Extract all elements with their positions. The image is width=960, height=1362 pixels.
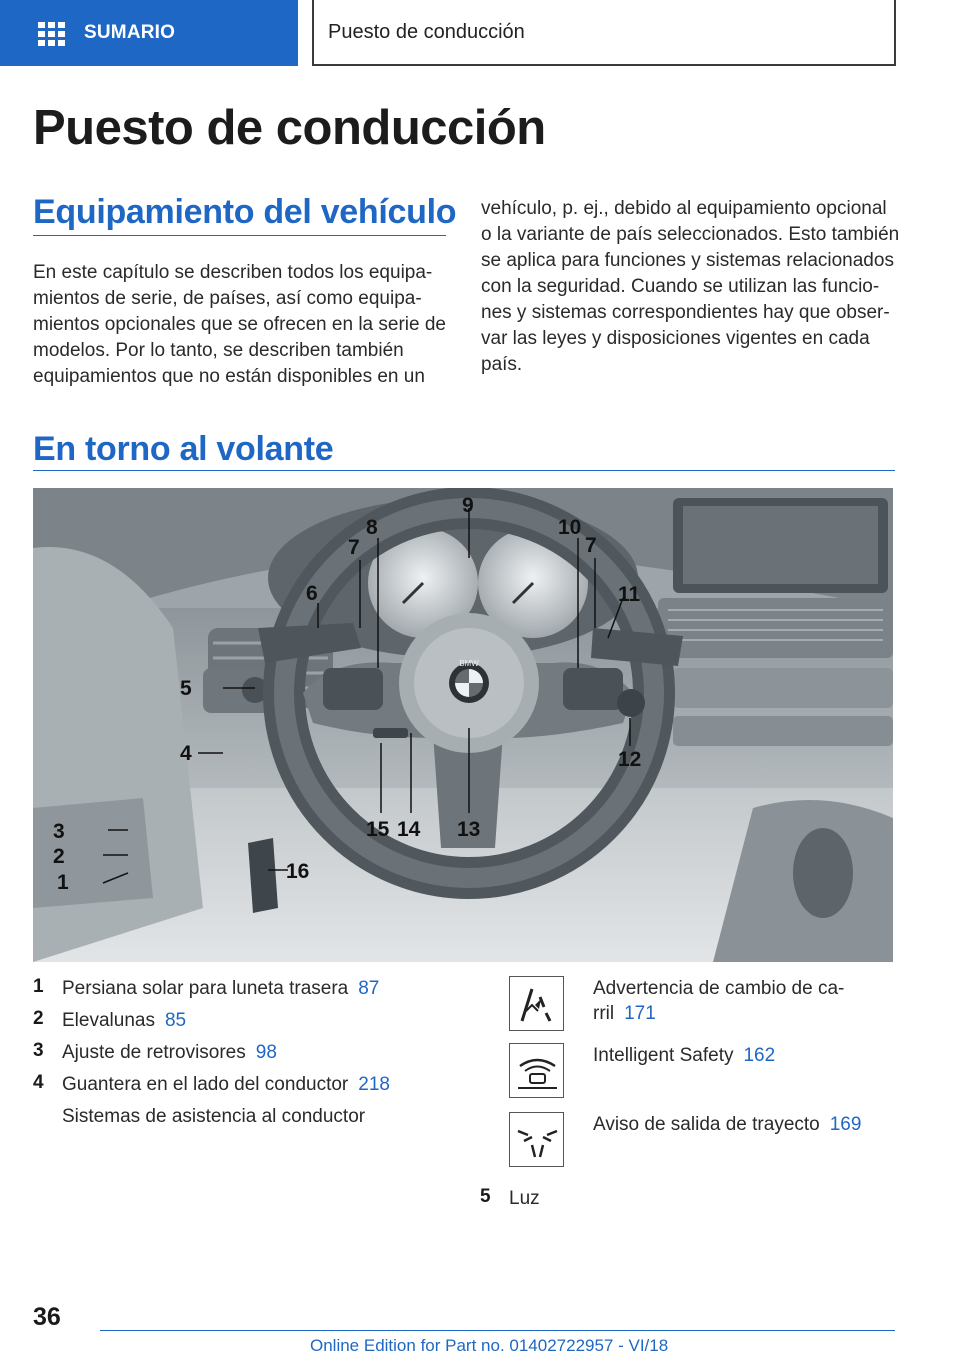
- callout-13: 13: [457, 818, 481, 841]
- callout-6: 6: [306, 582, 318, 605]
- intelligent-safety-icon: [509, 1043, 564, 1098]
- callout-1: 1: [57, 871, 69, 894]
- callout-15: 15: [366, 818, 390, 841]
- text-line: En este capítulo se describen todos los equipa-: [33, 262, 433, 283]
- legend-item-1: [62, 976, 379, 1001]
- callout-9: 9: [462, 494, 474, 517]
- legend-text: Intelligent Safety: [593, 1045, 734, 1066]
- page-link[interactable]: 171: [624, 1003, 656, 1024]
- text-line: país.: [481, 354, 523, 375]
- callout-12: 12: [618, 748, 642, 771]
- legend-text: Elevalunas: [62, 1010, 155, 1031]
- page-link[interactable]: 85: [164, 1010, 187, 1031]
- legend-item-lane-exit: [593, 1112, 861, 1137]
- grid-menu-icon: [38, 22, 66, 44]
- callout-16: 16: [286, 860, 310, 883]
- sumario-label: SUMARIO: [84, 22, 176, 43]
- text-line: modelos. Por lo tanto, se describen también: [33, 340, 404, 361]
- legend-item-3: [62, 1040, 277, 1065]
- sumario-button[interactable]: [0, 0, 298, 66]
- text-line: equipamientos que no están disponibles en un: [33, 366, 425, 387]
- page-title: Puesto de conducción: [33, 101, 546, 155]
- legend-number: 2: [33, 1008, 44, 1029]
- text-line: o la variante de país seleccionados. Esto también: [481, 224, 900, 245]
- legend-item-intelligent-safety: [593, 1043, 775, 1068]
- text-line: var las leyes y disposiciones vigentes en cada: [481, 328, 870, 349]
- callout-10: 10: [558, 516, 582, 539]
- text-line: mientos de serie, de países, así como equipa-: [33, 288, 422, 309]
- legend-item-2: [62, 1008, 186, 1033]
- page-link[interactable]: 218: [358, 1074, 390, 1095]
- legend-text: rril: [593, 1003, 615, 1024]
- section-rule: [33, 470, 895, 471]
- breadcrumb-text: Puesto de conducción: [328, 20, 525, 43]
- legend-number: 5: [480, 1186, 491, 1207]
- cockpit-drawing: [33, 488, 893, 962]
- cockpit-illustration: [33, 488, 893, 962]
- page-link[interactable]: 169: [829, 1114, 862, 1135]
- legend-number: 4: [33, 1072, 44, 1093]
- page-link[interactable]: 98: [255, 1042, 277, 1063]
- section-title-equipamiento: Equipamiento del vehículo: [33, 193, 457, 231]
- callout-4: 4: [180, 742, 192, 765]
- callout-8: 8: [366, 516, 378, 539]
- page-link[interactable]: 162: [743, 1045, 776, 1066]
- callout-11: 11: [618, 583, 641, 606]
- legend-text: Guantera en el lado del conductor: [62, 1074, 349, 1095]
- callout-7-right: 7: [585, 534, 597, 557]
- legend-item-5: Luz: [509, 1188, 540, 1209]
- callout-2: 2: [53, 845, 65, 868]
- section-rule: [33, 235, 446, 236]
- top-navigation: [0, 0, 960, 66]
- callout-3: 3: [53, 820, 65, 843]
- legend-text: Ajuste de retrovisores: [62, 1042, 246, 1063]
- callout-14: 14: [397, 818, 421, 841]
- text-line: se aplica para funciones y sistemas relacionados: [481, 250, 894, 271]
- legend-text: Persiana solar para luneta trasera: [62, 978, 349, 999]
- callout-7-left: 7: [348, 536, 360, 559]
- text-line: nes y sistemas correspondientes hay que obser-: [481, 302, 890, 323]
- legend-subheading: Sistemas de asistencia al conductor: [62, 1106, 366, 1127]
- legend-item-4: [62, 1072, 390, 1097]
- legend-number: 3: [33, 1040, 44, 1061]
- callout-5: 5: [180, 677, 192, 700]
- legend-item-lane-change: [593, 976, 844, 1026]
- page-number: 36: [33, 1303, 61, 1331]
- text-line: vehículo, p. ej., debido al equipamiento opcional: [481, 198, 887, 219]
- bmw-logo-text: BMW: [459, 659, 479, 668]
- breadcrumb: [312, 0, 896, 66]
- lane-exit-warning-icon: [509, 1112, 564, 1167]
- lane-departure-warning-icon: [509, 976, 564, 1031]
- intro-column-1: [33, 260, 453, 390]
- legend-text: Aviso de salida de trayecto: [593, 1114, 820, 1135]
- text-line: con la seguridad. Cuando se utilizan las funcio-: [481, 276, 880, 297]
- footer-rule: [100, 1330, 895, 1331]
- legend-number: 1: [33, 976, 44, 997]
- legend-text: Advertencia de cambio de ca-: [593, 978, 845, 999]
- section-title-volante: En torno al volante: [33, 430, 334, 468]
- intro-column-2: [481, 196, 901, 378]
- text-line: mientos opcionales que se ofrecen en la serie de: [33, 314, 446, 335]
- edition-footer: Online Edition for Part no. 01402722957 - VI/18: [310, 1336, 669, 1355]
- page-link[interactable]: 87: [358, 978, 380, 999]
